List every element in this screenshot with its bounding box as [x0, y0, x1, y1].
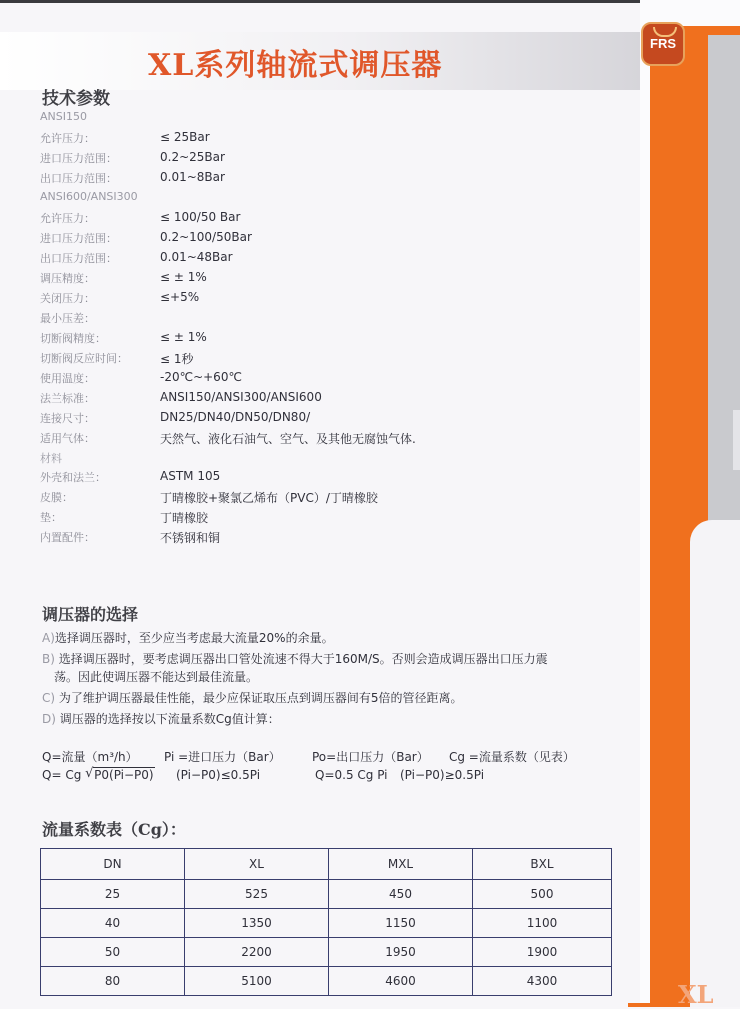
table-cell: 50	[41, 938, 185, 967]
selection-item	[42, 710, 280, 727]
frs-logo	[641, 22, 685, 66]
table-row	[41, 967, 612, 996]
sqrt-icon: √ P0(Pi−P0)	[85, 766, 154, 782]
table-cell: 1100	[473, 909, 612, 938]
spec-label: ANSI600/ANSI300	[40, 190, 138, 203]
spec-value: DN25/DN40/DN50/DN80/	[160, 410, 311, 424]
spec-label: 法兰标准：	[40, 392, 95, 405]
spec-value: ≤+5%	[160, 290, 200, 304]
cg-table-heading: 流量系数表（Cg）：	[42, 820, 186, 839]
table-cell: 500	[473, 880, 612, 909]
selection-heading: 调压器的选择	[42, 605, 139, 624]
tech-params-heading: 技术参数	[42, 89, 110, 109]
spec-row	[40, 450, 640, 470]
table-cell: 40	[41, 909, 185, 938]
table-cell: 450	[329, 880, 473, 909]
table-row	[41, 938, 612, 967]
item-marker: D)	[42, 712, 56, 726]
formula-def-pi: Pi =进口压力（Bar）	[164, 750, 281, 764]
spec-label: 出口压力范围：	[40, 172, 117, 185]
spec-value: 不锈钢和铜	[160, 531, 221, 545]
table-cell: 80	[41, 967, 185, 996]
spec-label: 切断阀反应时间：	[40, 352, 128, 365]
item-text: 荡。因此使调压器不能达到最佳流量。	[54, 670, 259, 684]
spec-label: 内置配件：	[40, 531, 95, 544]
column-header: BXL	[473, 849, 612, 880]
spec-row	[40, 430, 640, 450]
spec-row	[40, 270, 640, 290]
spec-value: 丁晴橡胶	[160, 511, 209, 525]
table-cell: 1350	[185, 909, 329, 938]
spec-value: ASTM 105	[160, 469, 221, 483]
spec-row	[40, 250, 640, 270]
spec-row	[40, 330, 640, 350]
table-row	[41, 880, 612, 909]
item-marker: A)	[42, 631, 55, 645]
spec-value: ANSI150/ANSI300/ANSI600	[160, 390, 322, 404]
spec-value: ≤ ± 1%	[160, 270, 207, 284]
table-cell: 1900	[473, 938, 612, 967]
top-border	[0, 0, 740, 3]
spec-value: 天然气、液化石油气、空气、及其他无腐蚀气体.	[160, 432, 416, 446]
column-header: DN	[41, 849, 185, 880]
spec-row	[40, 469, 640, 489]
table-cell: 4600	[329, 967, 473, 996]
spec-value: 0.2~25Bar	[160, 150, 225, 164]
spec-label: 关闭压力：	[40, 292, 95, 305]
formula-def-cg: Cg =流量系数（见表）	[449, 750, 575, 764]
spec-row	[40, 110, 640, 130]
logo-text: FRS	[650, 36, 676, 51]
spec-row	[40, 529, 640, 549]
item-text: 选择调压器时，至少应当考虑最大流量20%的余量。	[54, 631, 334, 645]
formula-cond1: (Pi−P0)≤0.5Pi	[176, 768, 261, 782]
formula-def-po: Po=出口压力（Bar）	[312, 750, 429, 764]
spec-row	[40, 170, 640, 190]
spec-row	[40, 410, 640, 430]
table-cell: 25	[41, 880, 185, 909]
item-text: 调压器的选择按以下流量系数Cg值计算：	[59, 712, 280, 726]
spec-label: 使用温度：	[40, 372, 95, 385]
table-row	[41, 909, 612, 938]
formula-eq2: Q=0.5 Cg Pi	[315, 768, 388, 782]
spec-label: 进口压力范围：	[40, 152, 117, 165]
spec-label: 皮膜：	[40, 491, 73, 504]
formula-radicand: P0(Pi−P0)	[94, 768, 154, 782]
page-title: XL系列轴流式调压器	[148, 48, 443, 83]
formula-cond2: (Pi−P0)≥0.5Pi	[400, 768, 485, 782]
spec-row	[40, 230, 640, 250]
table-cell: 4300	[473, 967, 612, 996]
table-cell: 525	[185, 880, 329, 909]
spec-value: ≤ 1秒	[160, 352, 194, 366]
spec-value: 0.2~100/50Bar	[160, 230, 252, 244]
side-highlight	[733, 410, 740, 470]
spec-label: ANSI150	[40, 110, 87, 123]
spec-row	[40, 310, 640, 330]
selection-item	[42, 629, 334, 646]
spec-label: 进口压力范围：	[40, 232, 117, 245]
spec-row	[40, 210, 640, 230]
spec-value: ≤ ± 1%	[160, 330, 207, 344]
spec-label: 切断阀精度：	[40, 332, 106, 345]
item-marker: C)	[42, 691, 56, 705]
spec-label: 材料	[40, 452, 62, 465]
spec-label: 允许压力：	[40, 212, 95, 225]
spec-label: 连接尺寸：	[40, 412, 95, 425]
spec-label: 适用气体：	[40, 432, 95, 445]
spec-value: 0.01~8Bar	[160, 170, 225, 184]
spec-value: ≤ 25Bar	[160, 130, 210, 144]
footer-series-tag: XL	[678, 980, 714, 1009]
formula-def-q: Q=流量（m³/h）	[42, 750, 138, 764]
table-cell: 1950	[329, 938, 473, 967]
selection-item	[42, 689, 463, 706]
spec-row	[40, 370, 640, 390]
spec-row	[40, 489, 640, 509]
spec-row	[40, 509, 640, 529]
column-header: MXL	[329, 849, 473, 880]
spec-row	[40, 290, 640, 310]
cg-table	[40, 848, 612, 996]
spec-row	[40, 190, 640, 210]
spec-label: 调压精度：	[40, 272, 95, 285]
table-cell: 2200	[185, 938, 329, 967]
spec-row	[40, 390, 640, 410]
table-cell: 1150	[329, 909, 473, 938]
formula-eq1	[42, 768, 155, 782]
spec-label: 出口压力范围：	[40, 252, 117, 265]
spec-value: 0.01~48Bar	[160, 250, 233, 264]
table-header-row	[41, 849, 612, 880]
column-header: XL	[185, 849, 329, 880]
spec-row	[40, 130, 640, 150]
side-page-tab	[690, 520, 740, 1007]
spec-value: 丁晴橡胶+聚氯乙烯布（PVC）/丁晴橡胶	[160, 491, 378, 505]
spec-label: 最小压差：	[40, 312, 95, 325]
spec-label: 垫：	[40, 511, 62, 524]
spec-value: ≤ 100/50 Bar	[160, 210, 241, 224]
spec-value: -20℃~+60℃	[160, 370, 242, 384]
selection-item	[42, 650, 548, 667]
spec-row	[40, 150, 640, 170]
item-text: 为了维护调压器最佳性能，最少应保证取压点到调压器间有5倍的管径距离。	[58, 691, 463, 705]
spec-label: 允许压力：	[40, 132, 95, 145]
spec-row	[40, 350, 640, 370]
table-cell: 5100	[185, 967, 329, 996]
selection-item	[54, 668, 258, 685]
formula-eq1-prefix: Q= Cg	[42, 768, 82, 782]
item-text: 选择调压器时，要考虑调压器出口管处流速不得大于160M/S。否则会造成调压器出口压力震	[58, 652, 548, 666]
spec-label: 外壳和法兰：	[40, 471, 106, 484]
item-marker: B)	[42, 652, 55, 666]
